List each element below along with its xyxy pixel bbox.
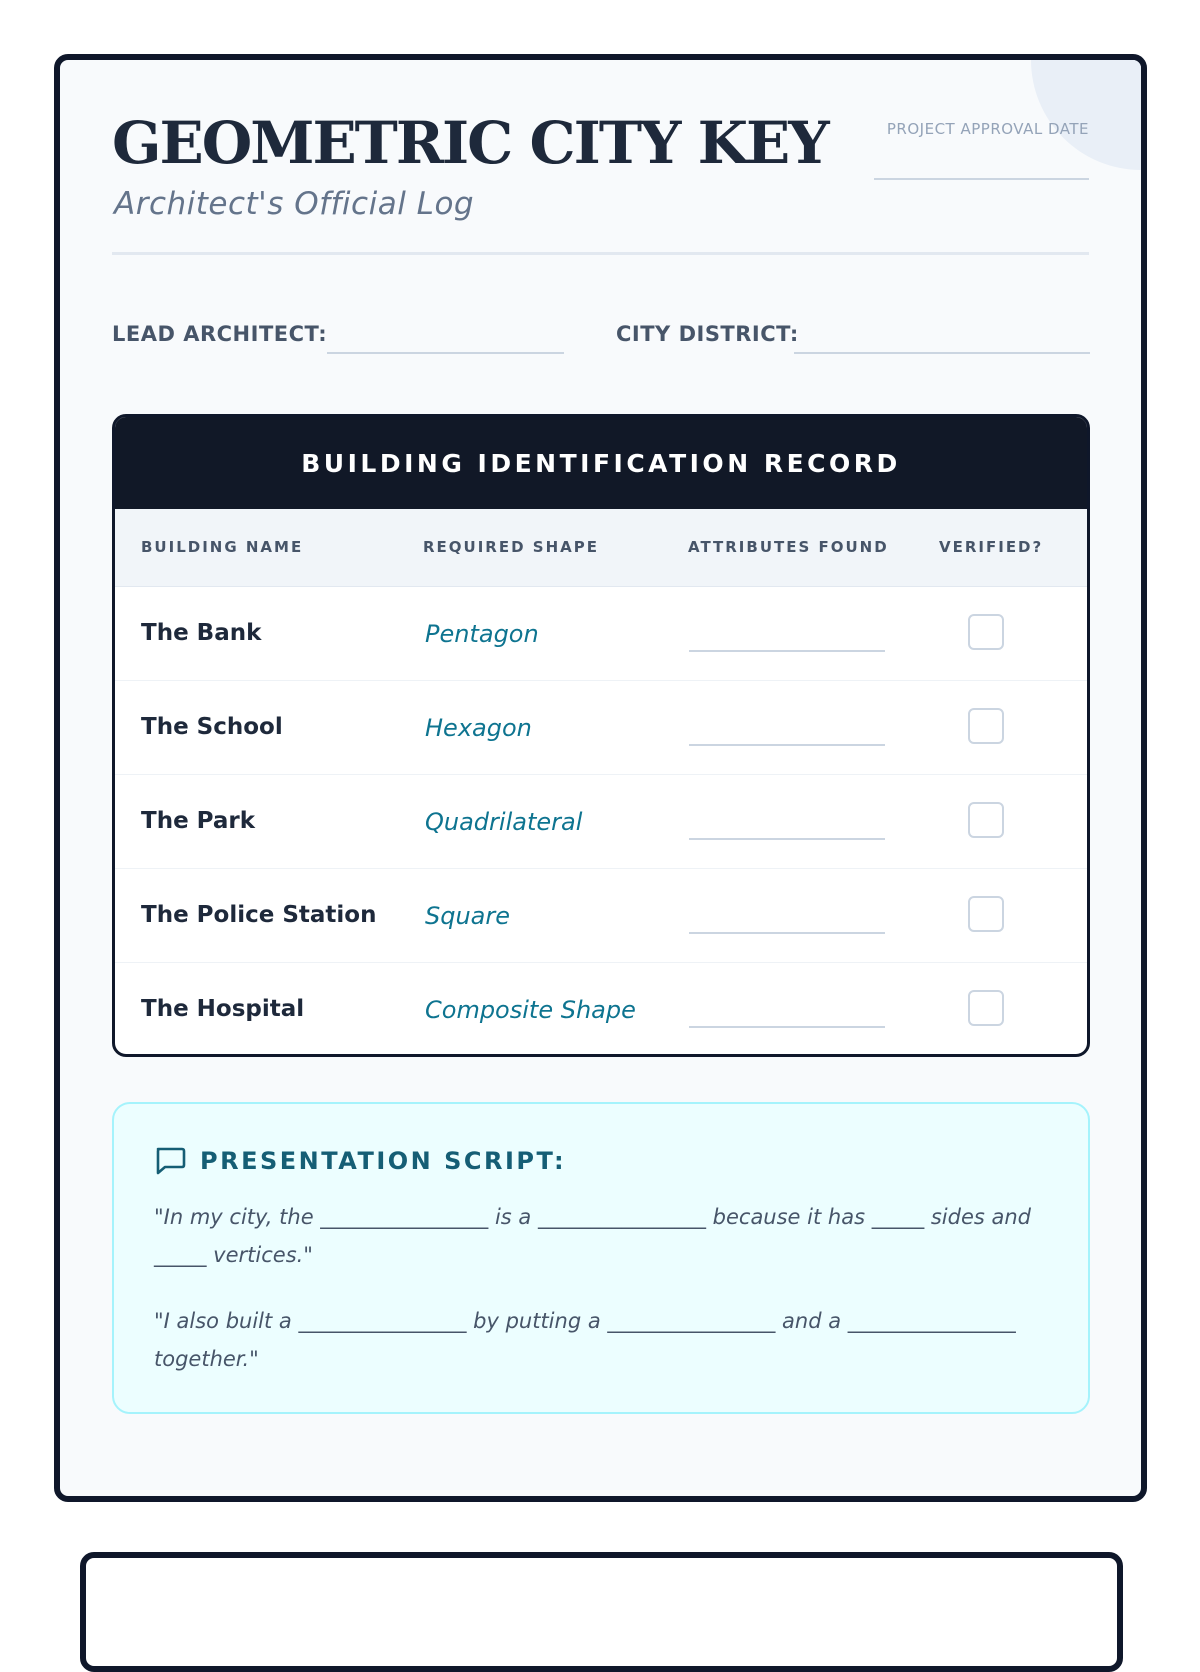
script-header bbox=[154, 1146, 566, 1176]
attributes-field[interactable] bbox=[689, 650, 885, 652]
required-shape: Square bbox=[425, 902, 511, 930]
verified-checkbox[interactable] bbox=[968, 802, 1004, 838]
page-title: GEOMETRIC CITY KEY bbox=[112, 109, 828, 177]
header-divider bbox=[112, 252, 1089, 255]
city-district-field[interactable] bbox=[794, 352, 1090, 354]
script-line-2: "I also built a ________________ by putting a ________________ and a ________________ together." bbox=[154, 1309, 1016, 1371]
verified-checkbox[interactable] bbox=[968, 896, 1004, 932]
approval-date-label: PROJECT APPROVAL DATE bbox=[886, 120, 1089, 138]
worksheet-card bbox=[54, 54, 1147, 1502]
table-row bbox=[115, 775, 1087, 869]
lead-architect-label: LEAD ARCHITECT: bbox=[112, 322, 328, 346]
script-line-1: "In my city, the ________________ is a ________________ because it has _____ sides and _____ vertices." bbox=[154, 1205, 1032, 1267]
required-shape: Composite Shape bbox=[425, 996, 636, 1024]
building-record-table bbox=[112, 414, 1090, 1057]
verified-checkbox[interactable] bbox=[968, 614, 1004, 650]
building-name: The Police Station bbox=[141, 902, 377, 928]
building-name: The Park bbox=[141, 808, 256, 834]
col-verified: VERIFIED? bbox=[939, 538, 1044, 556]
table-row bbox=[115, 963, 1087, 1056]
attributes-field[interactable] bbox=[689, 744, 885, 746]
verified-checkbox[interactable] bbox=[968, 708, 1004, 744]
attributes-field[interactable] bbox=[689, 838, 885, 840]
speech-bubble-icon bbox=[154, 1146, 186, 1176]
attributes-field[interactable] bbox=[689, 932, 885, 934]
table-row bbox=[115, 869, 1087, 963]
attributes-field[interactable] bbox=[689, 1026, 885, 1028]
script-title: PRESENTATION SCRIPT: bbox=[200, 1147, 567, 1175]
verified-checkbox[interactable] bbox=[968, 990, 1004, 1026]
page-subtitle: Architect's Official Log bbox=[114, 186, 475, 222]
city-district-label: CITY DISTRICT: bbox=[616, 322, 799, 346]
required-shape: Quadrilateral bbox=[425, 808, 583, 836]
table-row bbox=[115, 681, 1087, 775]
corner-decoration bbox=[1031, 54, 1147, 170]
required-shape: Hexagon bbox=[425, 714, 532, 742]
col-attributes-found: ATTRIBUTES FOUND bbox=[688, 538, 889, 556]
lead-architect-field[interactable] bbox=[327, 352, 564, 354]
building-name: The Bank bbox=[141, 620, 262, 646]
presentation-script-box bbox=[112, 1102, 1090, 1414]
col-required-shape: REQUIRED SHAPE bbox=[423, 538, 599, 556]
approval-date-field[interactable] bbox=[874, 178, 1089, 180]
next-page-card bbox=[80, 1552, 1123, 1672]
building-name: The School bbox=[141, 714, 283, 740]
record-title: BUILDING IDENTIFICATION RECORD bbox=[115, 417, 1087, 509]
required-shape: Pentagon bbox=[425, 620, 539, 648]
building-name: The Hospital bbox=[141, 996, 305, 1022]
table-row bbox=[115, 587, 1087, 681]
table-header-row bbox=[115, 509, 1087, 587]
col-building-name: BUILDING NAME bbox=[141, 538, 304, 556]
